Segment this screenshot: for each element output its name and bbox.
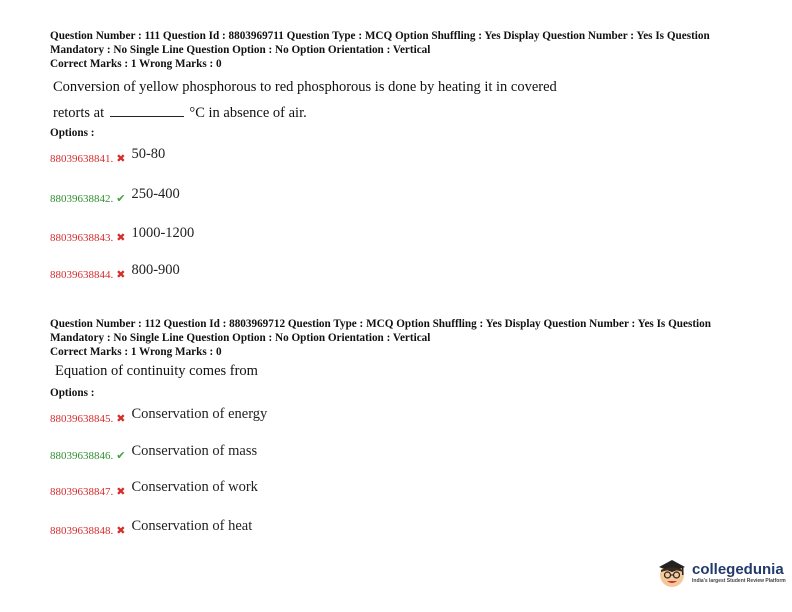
question-text: Conversion of yellow phosphorous to red phosphorous is done by heating it in covered — [53, 79, 557, 95]
option-id: 88039638848. — [50, 524, 114, 537]
correct-mark-icon: ✔ — [116, 193, 126, 205]
option-id: 88039638846. — [50, 449, 114, 462]
question-header-line: Mandatory : No Single Line Question Option : No Option Orientation : Vertical — [50, 332, 431, 344]
question-text-line2 — [53, 104, 307, 122]
option-text: Conservation of mass — [131, 443, 258, 459]
logo-tagline: India's largest Student Review Platform — [692, 578, 786, 584]
options-label: Options : — [50, 127, 95, 139]
wrong-mark-icon: ✖ — [116, 525, 126, 537]
option-id: 88039638842. — [50, 192, 114, 205]
question-text-pre: retorts at — [53, 105, 105, 121]
question-header-line: Question Number : 111 Question Id : 8803969711 Question Type : MCQ Option Shuffling : Yes Display Question Number : Yes Is Question — [50, 30, 710, 42]
option-id: 88039638845. — [50, 412, 114, 425]
option-text: 800-900 — [131, 262, 180, 278]
option-text: Conservation of work — [131, 479, 258, 495]
option-text: Conservation of energy — [131, 406, 268, 422]
wrong-mark-icon: ✖ — [116, 269, 126, 281]
option-item — [50, 518, 253, 539]
answer-blank — [110, 104, 184, 117]
wrong-mark-icon: ✖ — [116, 486, 126, 498]
question-text: Equation of continuity comes from — [55, 363, 258, 379]
question-text-post: °C in absence of air. — [189, 105, 307, 121]
question-marks: Correct Marks : 1 Wrong Marks : 0 — [50, 58, 222, 70]
option-item — [50, 479, 258, 500]
question-marks: Correct Marks : 1 Wrong Marks : 0 — [50, 346, 222, 358]
options-label: Options : — [50, 387, 95, 399]
option-id: 88039638844. — [50, 268, 114, 281]
wrong-mark-icon: ✖ — [116, 153, 126, 165]
wrong-mark-icon: ✖ — [116, 413, 126, 425]
option-id: 88039638847. — [50, 485, 114, 498]
option-text: 250-400 — [131, 186, 180, 202]
option-text: 1000-1200 — [131, 225, 195, 241]
option-text: Conservation of heat — [131, 518, 253, 534]
option-id: 88039638841. — [50, 152, 114, 165]
option-item — [50, 443, 258, 464]
option-item — [50, 262, 180, 283]
option-item — [50, 225, 195, 246]
question-header-line: Question Number : 112 Question Id : 8803969712 Question Type : MCQ Option Shuffling : Yes Display Question Number : Yes Is Question — [50, 318, 711, 330]
collegedunia-logo — [655, 556, 786, 590]
option-text: 50-80 — [131, 146, 166, 162]
question-111-header — [50, 29, 750, 71]
logo-name: collegedunia — [692, 561, 784, 578]
option-item — [50, 186, 180, 207]
option-item — [50, 146, 166, 167]
question-header-line: Mandatory : No Single Line Question Option : No Option Orientation : Vertical — [50, 44, 431, 56]
option-item — [50, 406, 268, 427]
option-id: 88039638843. — [50, 231, 114, 244]
wrong-mark-icon: ✖ — [116, 232, 126, 244]
mascot-icon — [655, 556, 689, 590]
question-112-header — [50, 317, 750, 359]
correct-mark-icon: ✔ — [116, 450, 126, 462]
